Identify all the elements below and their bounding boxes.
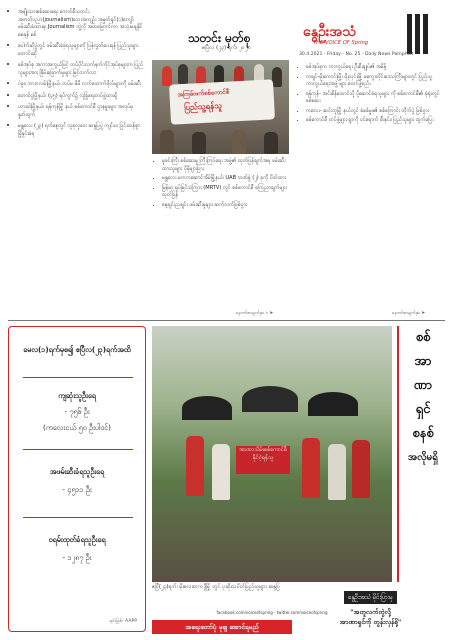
- protest-banner: [169, 79, 275, 124]
- sign-text-1: အာဏာသိမ်းစစ်ကောင်စီ: [239, 447, 287, 453]
- slogan-part: အလိုမရှိ: [407, 452, 438, 463]
- masthead-title: သတင်း မှတ်စု: [188, 31, 251, 45]
- news-item: • တောင်ငူမြို့နယ်၊ (၄၅) ရပ်ကွက်၌ လုံခြုံရေးတပ်ဖွဲ့ထားရှိ: [18, 92, 145, 101]
- news-column-1: [8, 8, 145, 316]
- news-item: • ရန်ကုန်- အင်းစိန်ထောင်သို့ ပို့ဆောင်ခံရသူများ ကို စစ်ကောင်စီ၏ ခုံရုံးတွင် စစ်ဆေး: [306, 91, 441, 106]
- slogan-part: ရှင်: [415, 402, 431, 417]
- news-item: • မြန်မာ့ ရုပ်မြင်သံကြား (MRTV) တွင် စစ်ကောင်စီ ကြေညာချက်များ ထုတ်ပြန်: [162, 185, 289, 200]
- news-item: • ဟားခါးမြို့နယ်၊ ရန်ကုန်မြို့ နယ် စစ်ကောင်စီ ဌာနမှူးများ အလုပ်မှ နှုတ်ထွက်: [18, 103, 145, 119]
- vertical-slogan: [397, 326, 447, 582]
- protest-sign: [236, 446, 290, 474]
- divider: [8, 320, 445, 321]
- protest-photo-2: [152, 326, 392, 582]
- logo-name: နွေဦးအသံ: [303, 24, 356, 40]
- stats-value-arrested: - ၄၅၁၁ ဦး: [62, 485, 92, 494]
- footer-url: facebook.com/voiceofspring · twitter.com/voiceofspring: [216, 610, 328, 615]
- banner-text-2: ပြည်သူ့ရန်သူ: [183, 101, 223, 112]
- stats-label-killed: ကျဆုံးသူဦးရေ: [58, 391, 96, 400]
- footer-slogan: အရေးတော်ပုံ မုချ အောင်ရမည်: [152, 620, 292, 634]
- news-item: • ပဲခူး၊ ဘားဂလမ်းမြို့နယ်၊ တပ်မ မိမိ လက်ထောက်ဗိုလ်များကို ဖမ်းဆီး: [18, 80, 145, 89]
- banner-text-1: အကြမ်းဖက်စစ်ကောင်စီ: [177, 88, 230, 99]
- news-column-2: [152, 158, 289, 318]
- slogan-part: စစ်: [415, 330, 431, 345]
- casualty-stats-box: [8, 326, 146, 632]
- slogan-part: စနစ်: [412, 426, 434, 441]
- news-item: • ပေါက်ဆိုပွဲတွင် ဖမ်းဆီးခံခဲ့ရသူများကို ပြန်လွှတ်ပေးရန် ပြည်သူများ တောင်းဆို: [18, 42, 145, 58]
- news-item: • စစ်ကောင်စီ တပ်ဖွဲ့များ ရွာကို ဝင်ရောက် စီးနင်း၊ ပြည်သူများ ထွက်ပြေး: [306, 117, 441, 125]
- stats-label-warrants: ဝရမ်းထုတ်ခံရသူဦးရေ: [48, 535, 106, 544]
- stats-value-killed: - ၇၅၆ ဦး: [64, 407, 90, 416]
- protest-photo-1: [152, 60, 289, 154]
- continued-label: နောက်စာမျက်နှာ ➤: [392, 311, 426, 316]
- slogan-part: ဏာ: [413, 378, 433, 393]
- photo-caption: ဧပြီ(၂၃)ရက်၊ မိုးလေးတကဒွိမြို့ တွင် ပုဆိုးသပိတ်ပြည်သူများ ဆန္ဒပြ: [152, 584, 280, 590]
- stats-heading: မေလ(၁)ရက်မှစ၍ ဧပြီလ(၂၃)ရက်အထိ: [23, 345, 131, 354]
- issue-meta: 30.4.2021 - Friday - No. 25 - Daily News Pamphlet: [299, 52, 414, 57]
- stats-note-children: (ကလေးငယ် ၅၀ ဦးပါဝင်): [43, 423, 111, 432]
- quote-box: [296, 584, 445, 632]
- masthead-date: ဧပြီလ (၂၃) ရက်၊ ၂၀၂၁: [202, 45, 251, 51]
- logo-bars-icon: [407, 14, 433, 54]
- quote-line-2: အာဏာရှင်ကို တွန်းလှန်စို့": [339, 618, 402, 626]
- news-column-3: [296, 64, 441, 316]
- masthead: [152, 8, 292, 58]
- stats-source: ရင်းမြစ်- AAPP: [109, 619, 137, 624]
- news-item: • စစ်အုပ်စုက ကာကွယ်ရေး ဦးစီးချုပ်၏ အမိန့်: [306, 64, 441, 72]
- news-item: • မန္တလေး မကကဆောင်အိမ်မြို့နယ်၊ UAB ဘဏ်ခွဲ (၂) ခုကို ပိတ်ထား: [162, 175, 289, 183]
- logo: [295, 8, 445, 62]
- slogan-part: အာ: [414, 354, 432, 369]
- news-item: • မန္တလေး (၂၃) ရက်နေ့တွင် လူစုလူဝေး ဆန္ဒပြပွဲ ကျင်းပ၊ ပြင်းထန်စွာ ဖြိုခွင်းခံရ: [18, 122, 145, 138]
- news-item: • မှုခင်းကြီး စစ်ဆေးမှု ကြီးကြပ်ရေး အဖွဲ့၏ ထုတ်ပြန်ချက်အရ ဖမ်းဆီးထားသူများ ပိုမိုများပြား: [162, 158, 289, 173]
- stats-label-arrested: အဖမ်းဆီးခံရသူဦးရေ: [49, 467, 105, 476]
- news-item: • နေ့ချင်းညချင်း ဖမ်းဆီးမှုများ ဆက်လက်ဖြစ်ပွား: [162, 202, 289, 210]
- news-item: • ကလေး- ဆင်းဘူမြို့ နယ်တွင် ခံစစ်မှူး၏ စစ်ကြောင်း တိုက်ပွဲ ဖြစ်ပွား: [306, 108, 441, 116]
- news-item: • စစ်အုပ်စု အကာအကွယ်ဖြင့် တပ်ပိုင်းလက်နက်ကိုင်အုပ်စုများက ပြည်သူများအား ခြိမ်းခြောက်မှုများ မြင့်တက်လာ: [18, 61, 145, 77]
- sign-text-2: နိုင်ငံ့ရန်သူ: [252, 455, 274, 461]
- quote-label: နွေဦးအသံ မိုင်းပြားမှ: [344, 591, 397, 604]
- logo-tagline: THE VOICE OF Spring: [313, 40, 369, 46]
- news-item: • အမျိုးသားစစ်ဆေးရေး ကောင်စီသတင်း အတတ်ပညာ(journalism)ဘေးအကျဉ်း အမှုတ်ရှင်(၁)ကျော်ဖမ်းဆီးခံထားရ၊ Journalism ဘွဲ့ကို အထမြောက်ကာ အသုံးမချနိုင်စေရန် စစ်: [18, 8, 145, 39]
- continued-label: နောက်စာမျက်နှာ ၁ ➤: [236, 311, 274, 316]
- quote-line-1: "အတူလက်တွဲလို့: [350, 608, 391, 616]
- stats-value-warrants: - ၁၂၈၇ ဦး: [62, 553, 92, 562]
- news-item: • ကချင်-မိုးကောင်းမြို့၊ မိုးညှင်းမြို့ မကွေးတိုင်းဒေသကြီးများတွင် ပြည်သူ့ကာကွယ်ရေးအဖွဲ့ များ စတင်ဖွဲ့စည်း: [306, 74, 441, 89]
